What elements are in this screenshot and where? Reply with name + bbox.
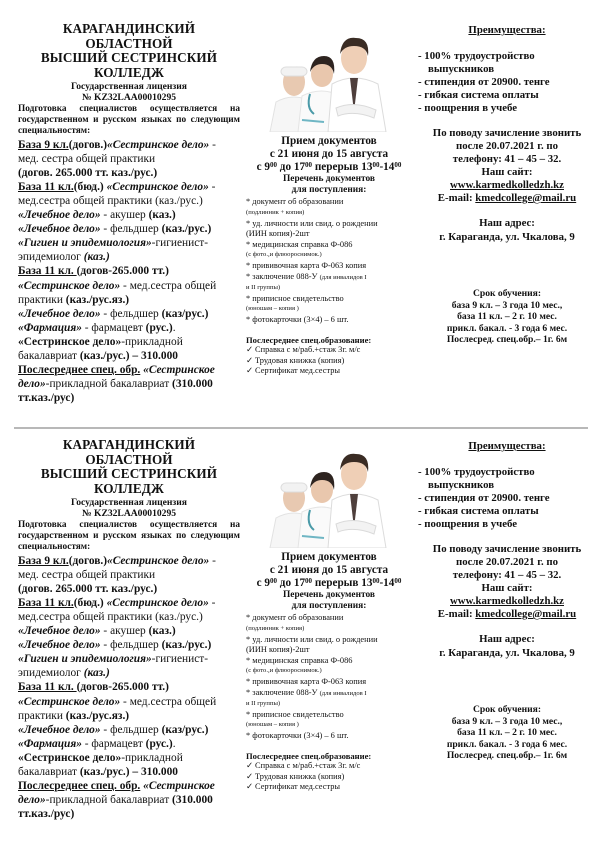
admission-title: Прием документов (281, 135, 377, 147)
list-item: ✓ Справка с м/раб.+стаж 3г. м/с (246, 761, 361, 771)
admission-hours: с $9^{00}$ до $17^{00}$ перерыв $13^{00}-14^{00}$ (256, 160, 402, 173)
list-item: * медицинская справка Ф-086 (246, 239, 353, 249)
duration-title: Срок обучения: (472, 704, 542, 715)
website-link[interactable]: www.karmedkolledzh.kz (450, 179, 564, 191)
specialty-base11-budget: База 11 кл.(бюд.) «Сестринское дело» - (18, 596, 216, 609)
license-label: Государственная лицензия (70, 497, 187, 508)
check-mark-icon: ✓ (246, 761, 254, 771)
list-item: - поощрения в учебе (418, 102, 518, 114)
list-item: - гибкая система оплаты (418, 89, 539, 101)
phone: телефону: 41 – 45 – 32. (452, 153, 562, 165)
flyer-bottom (0, 438, 600, 838)
advantages-column (414, 22, 600, 346)
cut-line-divider (14, 427, 588, 429)
license-number: № KZ32LAA00010295 (81, 508, 177, 519)
check-mark-icon: ✓ (246, 771, 254, 781)
address-value: г. Караганда, ул. Чкалова, 9 (439, 230, 575, 243)
study-duration: Срок обучения: база 9 кл. – 3 года 10 мес., база 11 кл. – 2 г. 10 мес. прикл. бакал. - 3 года 6 мес. Послесред. спец.обр.– 1г. 6м (414, 704, 600, 762)
advantages-column (414, 438, 600, 762)
specialties-list: База 9 кл.(догов.)«Сестринское дело» - мед. сестра общей практики (догов. 265.000 тт. каз./рус.) База 11 кл.(бюд.) «Сестринское дело» - мед.сестра общей практики (каз./рус.) «Лечебное дело» - акушер (каз.) «Лечебное дело» - фельдшер (каз./рус.) «Гигиен и эпидемиология»-гигиенист- эпидемиолог (каз.) База 11 кл. (догов-265.000 тт.) «Сестринское дело» - мед.сестра общей практики (каз./рус.яз.) «Лечебное дело» - фельдшер (каз/рус.) «Фармация» - фармацевт (рус.). «Сестринское дело»-прикладной бакалавриат (каз./рус.) – 310.000 Послесреднее спец. обр. «Сестринское дело»-прикладной бакалавриат (310.000 тт.каз./рус) (18, 138, 240, 406)
post-secondary-heading: Послесреднее спец.образование: (246, 334, 372, 345)
list-item: - стипендия от 20900. тенге (418, 492, 550, 504)
email-link[interactable]: kmedcollege@mail.ru (475, 192, 577, 204)
specialty-post-secondary: Послесреднее спец. обр. «Сестринское (18, 364, 215, 377)
admission-info (246, 135, 412, 173)
list-item: - поощрения в учебе (418, 518, 518, 530)
documents-heading: Перечень документов для поступления: (283, 590, 375, 612)
list-item: * медицинская справка Ф-086 (246, 655, 353, 665)
list-item: * уд. личности или свид. о рождении (246, 634, 378, 644)
college-title: КАРАГАНДИНСКИЙ ОБЛАСТНОЙ ВЫСШИЙ СЕСТРИНСКИЙ КОЛЛЕДЖ (40, 21, 218, 80)
address-label: Наш адрес: (479, 633, 535, 645)
specialty-base11-budget: База 11 кл.(бюд.) «Сестринское дело» - (18, 180, 216, 193)
license (18, 497, 240, 519)
admission-column (246, 438, 412, 793)
flyer-top (0, 22, 600, 422)
admission-column (246, 22, 412, 377)
check-mark-icon: ✓ (246, 782, 254, 792)
admission-info (246, 551, 412, 589)
list-item: - гибкая система оплаты (418, 505, 539, 517)
website-link[interactable]: www.karmedkolledzh.kz (450, 595, 564, 607)
list-item: * уд. личности или свид. о рождении (246, 218, 378, 228)
email-link[interactable]: kmedcollege@mail.ru (475, 608, 577, 620)
documents-list: * документ об образовании (подлинник + копия) * уд. личности или свид. о рождении (ИИН копия)-2шт * медицинская справка Ф-086 (с фото.,и флюороснимок.) * прививочная карта Ф-063 копия * заключение 088-У (для инвалидов I и II группы) * приписное свидетельство (юношам – копия ) * фотокарточки (3×4) – 6 шт. (246, 197, 412, 325)
list-item: * документ об образовании (246, 197, 344, 207)
list-item: * приписное свидетельство (246, 293, 344, 303)
list-item: * прививочная карта Ф-063 копия (246, 260, 367, 270)
list-item: ✓ Справка с м/раб.+стаж 3г. м/с (246, 345, 361, 355)
list-item: * документ об образовании (246, 613, 344, 623)
phone: телефону: 41 – 45 – 32. (452, 569, 562, 581)
address-label: Наш адрес: (479, 217, 535, 229)
duration-title: Срок обучения: (472, 288, 542, 299)
contact-info: По поводу зачисление звонить после 20.07.2021 г. по телефону: 41 – 45 – 32. Наш сайт: www.karmedkolledzh.kz E-mail: kmedcollege@mail.ru (414, 127, 600, 205)
check-mark-icon: ✓ (246, 345, 254, 355)
post-secondary-heading: Послесреднее спец.образование: (246, 750, 372, 761)
college-info-column (18, 438, 240, 821)
advantages-title: Преимущества: (468, 24, 546, 36)
check-mark-icon: ✓ (246, 366, 254, 376)
site-label: Наш сайт: (481, 582, 533, 594)
specialty-base11-contract: База 11 кл. (догов-265.000 тт.) (18, 681, 169, 694)
admission-dates: с 21 июня до 15 августа (269, 563, 389, 576)
price: (догов. 265.000 тт. каз./рус.) (18, 166, 158, 179)
site-label: Наш сайт: (481, 166, 533, 178)
medical-staff-photo-icon (254, 438, 404, 548)
check-mark-icon: ✓ (246, 355, 254, 365)
address-value: г. Караганда, ул. Чкалова, 9 (439, 646, 575, 659)
email-label: E-mail: (437, 192, 476, 204)
post-secondary-list (246, 761, 412, 793)
study-duration: Срок обучения: база 9 кл. – 3 года 10 мес., база 11 кл. – 2 г. 10 мес. прикл. бакал. - 3 года 6 мес. Послесред. спец.обр.– 1г. 6м (414, 288, 600, 346)
advantages-list: - 100% трудоустройство выпускников - стипендия от 20900. тенге - гибкая система оплаты - поощрения в учебе (414, 466, 600, 531)
list-item: ✓ Сертификат мед.сестры (246, 782, 341, 792)
medical-staff-photo-icon (254, 22, 404, 132)
email-label: E-mail: (437, 608, 476, 620)
specialty-base9: База 9 кл.(догов.)«Сестринское дело» - (18, 138, 216, 151)
post-secondary-list (246, 345, 412, 377)
medical-staff-illustration (254, 438, 404, 548)
price: (догов. 265.000 тт. каз./рус.) (18, 582, 158, 595)
list-item: * приписное свидетельство (246, 709, 344, 719)
list-item: * заключение 088-У (для инвалидов I (246, 687, 367, 697)
list-item: - 100% трудоустройство (418, 50, 535, 62)
medical-staff-illustration (254, 22, 404, 132)
list-item: * прививочная карта Ф-063 копия (246, 676, 367, 686)
advantages-title: Преимущества: (468, 440, 546, 452)
list-item: ✓ Трудовая книжка (копия) (246, 771, 345, 781)
advantages-list: - 100% трудоустройство выпускников - стипендия от 20900. тенге - гибкая система оплаты - поощрения в учебе (414, 50, 600, 115)
address (414, 217, 600, 244)
list-item: ✓ Сертификат мед.сестры (246, 366, 341, 376)
contact-info: По поводу зачисление звонить после 20.07.2021 г. по телефону: 41 – 45 – 32. Наш сайт: www.karmedkolledzh.kz E-mail: kmedcollege@mail.ru (414, 543, 600, 621)
specialty-post-secondary: Послесреднее спец. обр. «Сестринское (18, 780, 215, 793)
list-item: * фотокарточки (3×4) – 6 шт. (246, 314, 349, 324)
list-item: - стипендия от 20900. тенге (418, 76, 550, 88)
documents-list: * документ об образовании (подлинник + копия) * уд. личности или свид. о рождении (ИИН копия)-2шт * медицинская справка Ф-086 (с фото.,и флюороснимок.) * прививочная карта Ф-063 копия * заключение 088-У (для инвалидов I и II группы) * приписное свидетельство (юношам – копия ) * фотокарточки (3×4) – 6 шт. (246, 613, 412, 741)
list-item: * заключение 088-У (для инвалидов I (246, 271, 367, 281)
college-title: КАРАГАНДИНСКИЙ ОБЛАСТНОЙ ВЫСШИЙ СЕСТРИНСКИЙ КОЛЛЕДЖ (40, 437, 218, 496)
list-item: - 100% трудоустройство (418, 466, 535, 478)
specialties-list: База 9 кл.(догов.)«Сестринское дело» - мед. сестра общей практики (догов. 265.000 тт. каз./рус.) База 11 кл.(бюд.) «Сестринское дело» - мед.сестра общей практики (каз./рус.) «Лечебное дело» - акушер (каз.) «Лечебное дело» - фельдшер (каз./рус.) «Гигиен и эпидемиология»-гигиенист- эпидемиолог (каз.) База 11 кл. (догов-265.000 тт.) «Сестринское дело» - мед.сестра общей практики (каз./рус.яз.) «Лечебное дело» - фельдшер (каз/рус.) «Фармация» - фармацевт (рус.). «Сестринское дело»-прикладной бакалавриат (каз./рус.) – 310.000 Послесреднее спец. обр. «Сестринское дело»-прикладной бакалавриат (310.000 тт.каз./рус) (18, 554, 240, 822)
license-number: № KZ32LAA00010295 (81, 92, 177, 103)
list-item: * фотокарточки (3×4) – 6 шт. (246, 730, 349, 740)
address (414, 633, 600, 660)
license-label: Государственная лицензия (70, 81, 187, 92)
documents-heading: Перечень документов для поступления: (283, 174, 375, 196)
intro-text: Подготовка специалистов осуществляется на государственном и русском языках по следующим специальностям: (18, 520, 240, 553)
specialty-base11-contract: База 11 кл. (догов-265.000 тт.) (18, 265, 169, 278)
intro-text: Подготовка специалистов осуществляется на государственном и русском языках по следующим специальностям: (18, 104, 240, 137)
college-info-column (18, 22, 240, 405)
admission-hours: с $9^{00}$ до $17^{00}$ перерыв $13^{00}-14^{00}$ (256, 576, 402, 589)
license (18, 81, 240, 103)
list-item: ✓ Трудовая книжка (копия) (246, 355, 345, 365)
admission-dates: с 21 июня до 15 августа (269, 147, 389, 160)
specialty-base9: База 9 кл.(догов.)«Сестринское дело» - (18, 554, 216, 567)
admission-title: Прием документов (281, 551, 377, 563)
